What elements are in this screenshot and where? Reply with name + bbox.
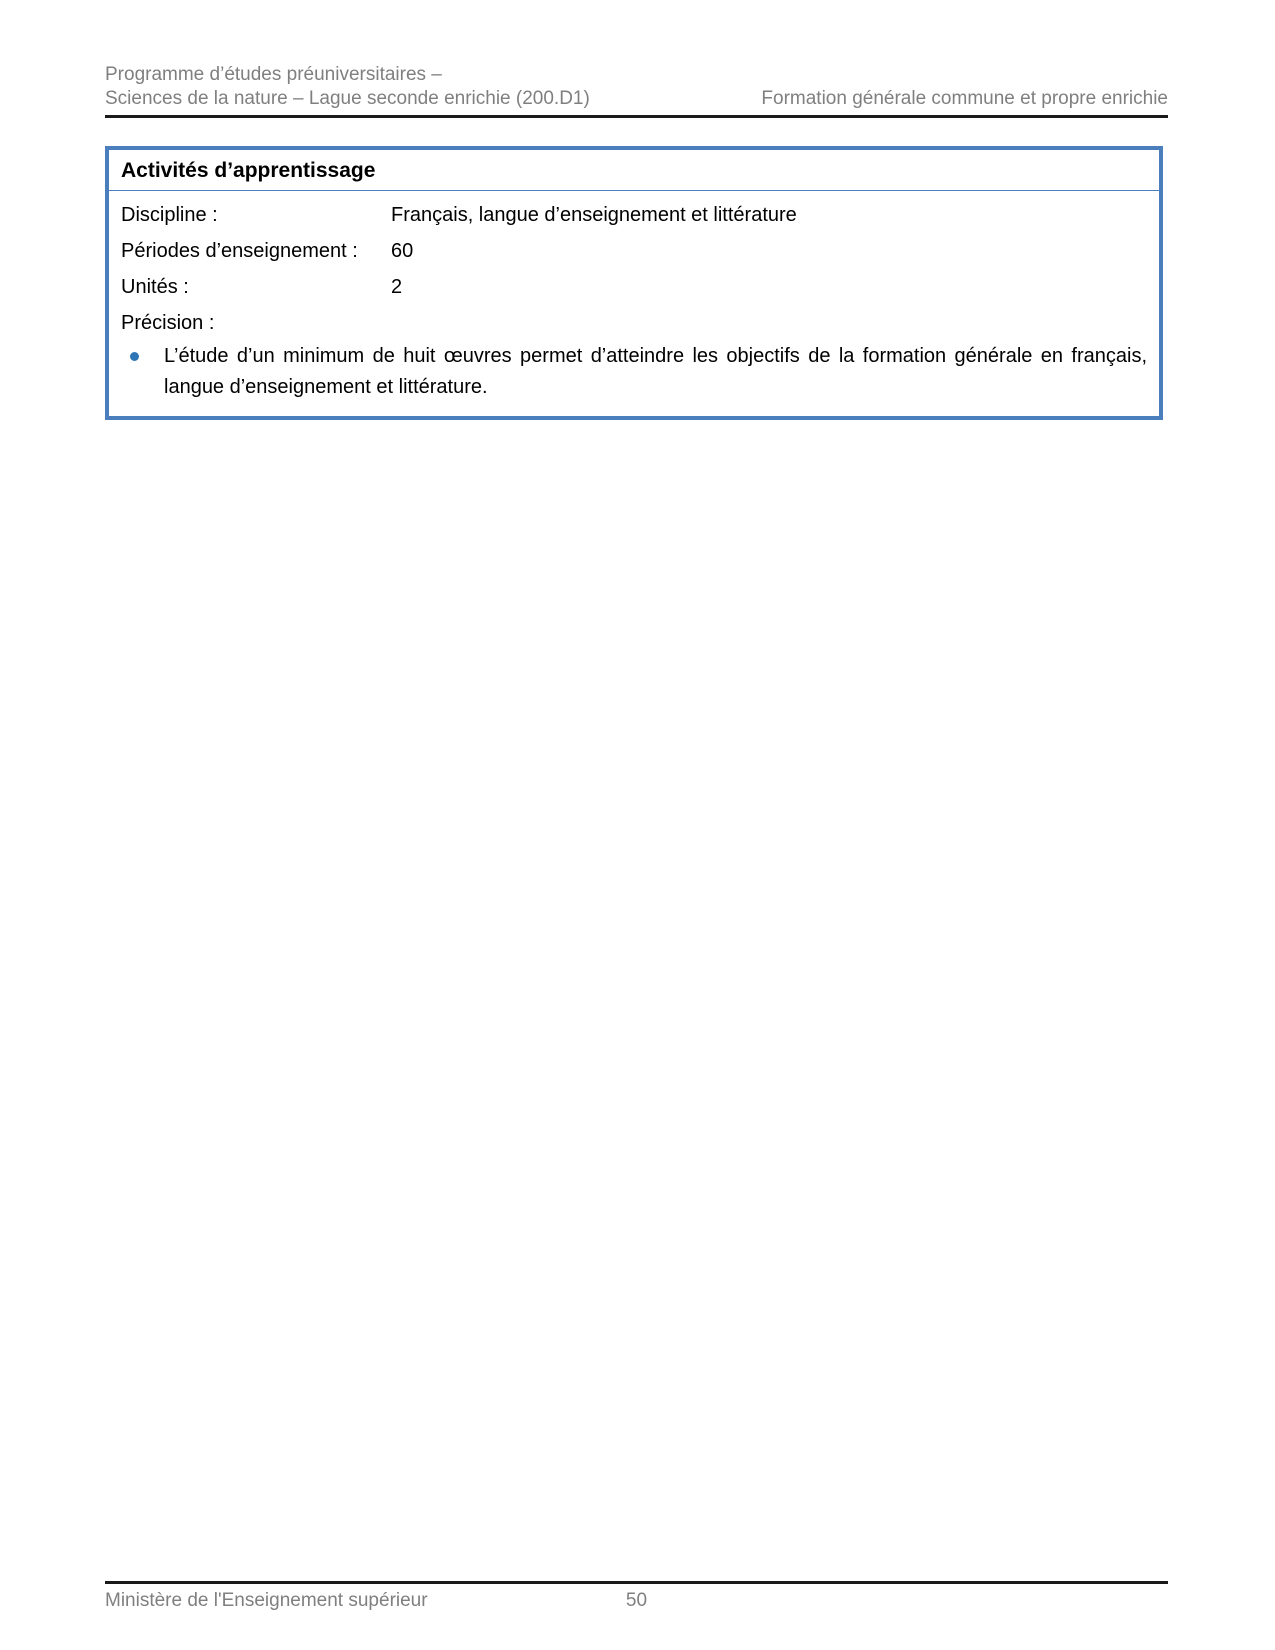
periodes-value: 60 (391, 240, 414, 262)
field-row-discipline (121, 203, 1147, 228)
bullet-item (121, 341, 1147, 403)
header-program-line: Programme d’études préuniversitaires – (105, 64, 442, 85)
discipline-value: Français, langue d’enseignement et littérature (391, 204, 797, 226)
activities-box-body (109, 191, 1159, 416)
activities-box (105, 146, 1163, 420)
page-footer (105, 1581, 1168, 1612)
page-header (105, 63, 1168, 118)
header-second-line (105, 87, 1168, 111)
precision-label: Précision : (121, 312, 215, 334)
unites-value: 2 (391, 276, 403, 298)
header-course-label: Sciences de la nature – Lague seconde enrichie (200.D1) (105, 88, 590, 109)
field-row-periodes (121, 239, 1147, 264)
header-formation-label: Formation générale commune et propre enrichie (761, 88, 1168, 109)
unites-label: Unités : (121, 276, 189, 298)
field-row-unites (121, 275, 1147, 300)
activities-box-title: Activités d’apprentissage (109, 150, 1159, 191)
discipline-label: Discipline : (121, 204, 218, 226)
bullet-icon (130, 352, 139, 361)
periodes-label: Périodes d’enseignement : (121, 240, 358, 262)
footer-page-number: 50 (625, 1590, 648, 1611)
bullet-text: L’étude d’un minimum de huit œuvres permet d’atteindre les objectifs de la formation générale en français, langue d’enseignement et littérature. (164, 345, 1147, 398)
footer-ministry-label: Ministère de l'Enseignement supérieur (105, 1590, 428, 1611)
